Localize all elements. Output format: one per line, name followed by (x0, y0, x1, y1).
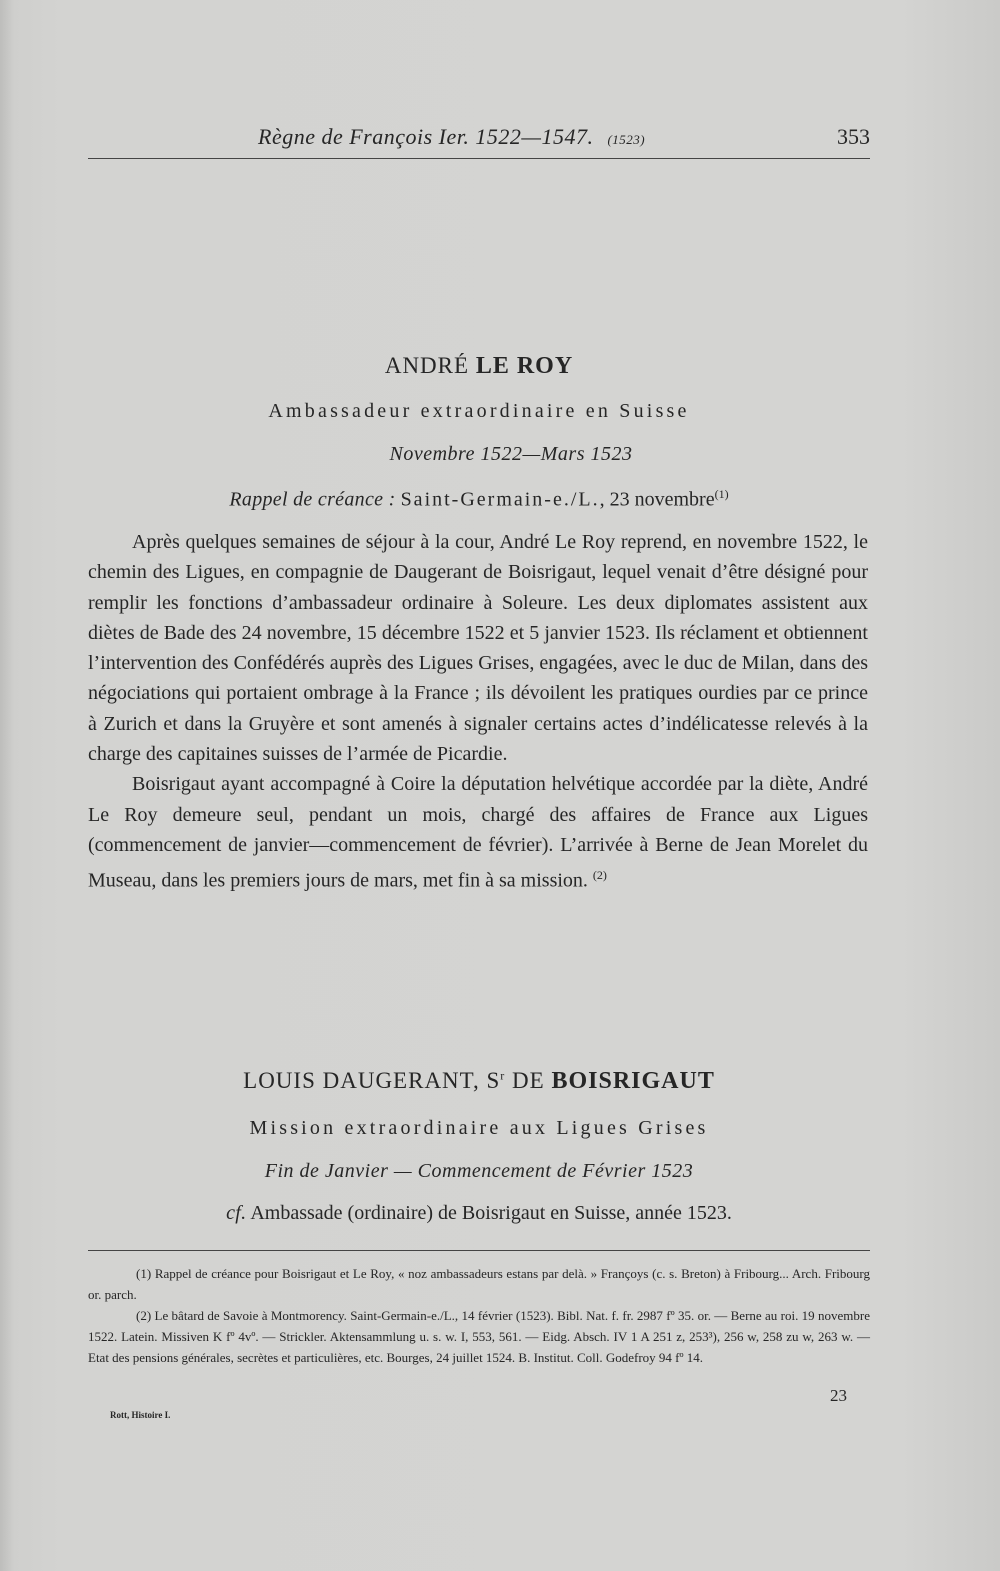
section1-rappel (88, 487, 870, 512)
section2-dates: Fin de Janvier — Commencement de Février 1523 (264, 1160, 694, 1182)
rappel-place: Saint-Germain-e./L. (400, 488, 600, 511)
paragraph-2-text: Boisrigaut ayant accompagné à Coire la députation helvétique accordée par la diète, André Le Roy demeure seul, pendant un mois, chargé des affaires de France aux Ligues (commencement de janvier—commencement de février). L’arrivée à Berne de Jean Morelet du Museau, dans les premiers jours de mars, met fin à sa mission. (88, 773, 868, 892)
page-number: 353 (837, 124, 870, 149)
footnotes (88, 1250, 870, 1368)
signature-mark: 23 (830, 1386, 847, 1405)
section2-role: Mission extraordinaire aux Ligues Grises (249, 1117, 709, 1139)
rappel-label: Rappel de créance : (229, 488, 396, 511)
paragraph-2 (88, 769, 868, 896)
section2-name-plain: LOUIS DAUGERANT, S (243, 1068, 501, 1093)
paragraph-1: Après quelques semaines de séjour à la cour, André Le Roy reprend, en novembre 1522, le chemin des Ligues, en compagnie de Daugerant de Boisrigaut, lequel venait d’être désigné pour remplir les fonctions d’ambassadeur ordinaire à Soleure. Les deux diplomates assistent aux diètes de Bade des 24 novembre, 15 décembre 1522 et 5 janvier 1523. Ils réclament et obtiennent l’intervention des Confédérés auprès des Ligues Grises, engagées, avec le duc de Milan, dans des négociations qui portaient ombrage à la France ; ils dévoilent les pratiques ourdies par ce prince à Zurich et dans la Gruyère et sont amenés à signaler certains actes d’indélicatesse relevés à la charge des capitaines suisses de l’armée de Picardie. (88, 531, 868, 766)
paragraph-2-note: (2) (592, 868, 607, 883)
cf-label: cf. (226, 1202, 247, 1224)
section1-dates: Novembre 1522—Mars 1523 (389, 443, 633, 465)
section2-name-sup: r (500, 1068, 506, 1083)
section2-name-plain2: DE (505, 1068, 552, 1093)
cf-text: Ambassade (ordinaire) de Boisrigaut en Suisse, année 1523. (250, 1202, 732, 1224)
section1-heading (88, 353, 870, 380)
running-title-text: Règne de François Ier. 1522—1547. (258, 124, 594, 149)
footnote-2: (2) Le bâtard de Savoie à Montmorency. Saint-Germain-e./L., 14 février (1523). Bibl. Nat. f. fr. 2987 fº 35. or. — Berne au roi. 19 novembre 1522. Latein. Missiven K fº 4vº. — Strickler. Aktensammlung u. s. w. I, 553, 561. — Eidg. Absch. IV 1 A 251 z, 253³), 256 w, 258 zu w, 263 w. — Etat des pensions générales, secrètes et particulières, etc. Bourges, 24 juillet 1524. B. Institut. Coll. Godefroy 94 fº 14. (88, 1308, 870, 1365)
running-header (88, 118, 870, 159)
section2-name-bold: BOISRIGAUT (551, 1068, 715, 1094)
running-title (258, 124, 645, 150)
running-year: (1523) (607, 132, 646, 147)
printer-line: Rott, Histoire I. (110, 1410, 171, 1420)
footnote-1: (1) Rappel de créance pour Boisrigaut et Le Roy, « noz ambassadeurs estans par delà. » Françoys (c. s. Breton) à Fribourg... Arch. Fribourg or. parch. (88, 1266, 870, 1302)
section1-name-bold: LE ROY (475, 353, 574, 379)
section1-name-plain: ANDRÉ (384, 353, 476, 378)
rappel-date: , 23 novembre (599, 488, 715, 511)
section1-role: Ambassadeur extraordinaire en Suisse (268, 400, 690, 422)
section2-heading (88, 1068, 870, 1095)
section1-body (88, 527, 868, 896)
rappel-note: (1) (714, 487, 729, 501)
section2-cf (88, 1202, 870, 1225)
